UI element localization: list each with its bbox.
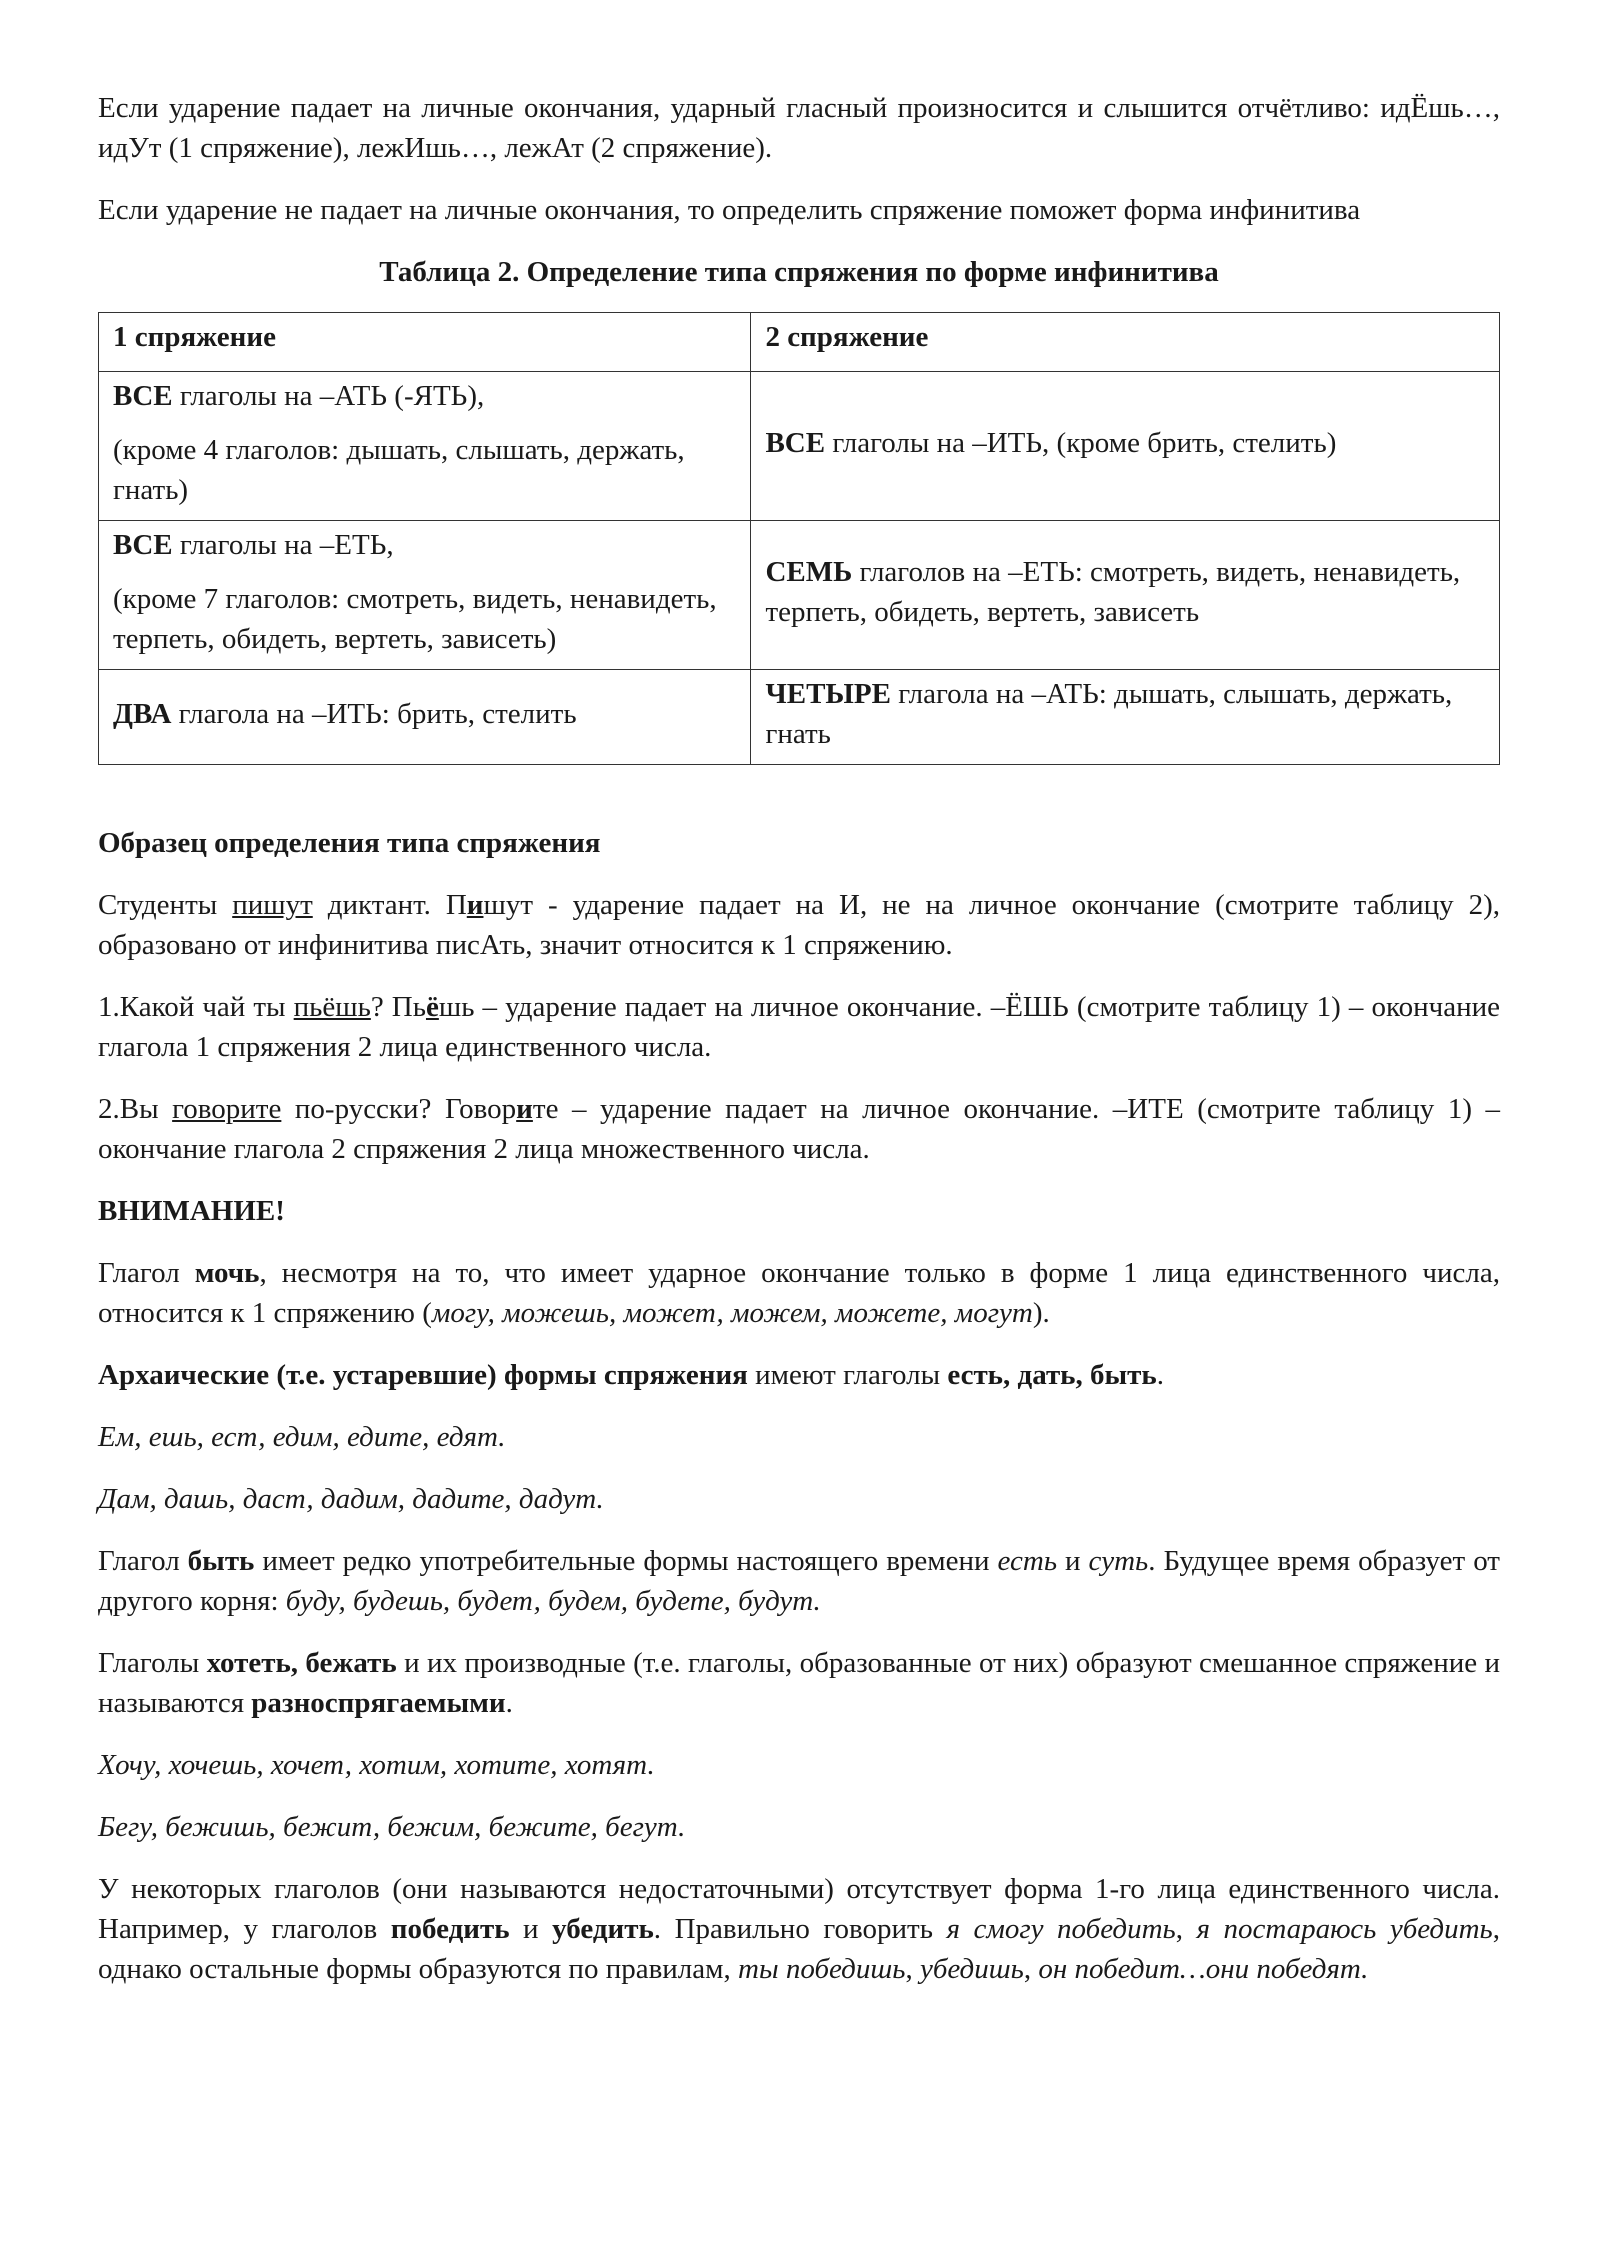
sample-heading: Образец определения типа спряжения bbox=[98, 827, 601, 859]
table-row bbox=[99, 670, 1500, 765]
moch-paragraph: Глагол мочь, несмотря на то, что имеет ударное окончание только в форме 1 лица единственного числа, относится к 1 спряжению (могу, можешь, может, можем, можете, могут). bbox=[98, 1257, 1500, 1329]
cell-keyword: ВСЕ bbox=[765, 427, 826, 459]
cell-text: глагола на –ИТЬ: брить, стелить bbox=[171, 698, 577, 730]
cell-text: глагола на –АТЬ: дышать, слышать, держать, гнать bbox=[765, 678, 1453, 750]
intro-paragraph-1: Если ударение падает на личные окончания, ударный гласный произносится и слышится отчётливо: идЁшь…, идУт (1 спряжение), лежИшь…, лежАт (2 спряжение). bbox=[98, 92, 1500, 164]
cell-rule bbox=[113, 694, 736, 734]
mixed-conjugation-paragraph: Глаголы хотеть, бежать и их производные (т.е. глаголы, образованные от них) образуют смешанное спряжение и называются разноспрягаемыми. bbox=[98, 1647, 1500, 1719]
cell-rule bbox=[113, 376, 736, 416]
table-cell bbox=[99, 372, 751, 521]
table-cell bbox=[99, 670, 751, 765]
bezhat-forms: Бегу, бежишь, бежит, бежим, бежите, бегут. bbox=[98, 1811, 686, 1843]
table-cell bbox=[751, 521, 1500, 670]
cell-keyword: ДВА bbox=[113, 698, 172, 730]
sample-paragraph-1: Студенты пишут диктант. Пишут - ударение падает на И, не на личное окончание (смотрите таблицу 2), образовано от инфинитива писАть, значит относится к 1 спряжению. bbox=[98, 889, 1500, 961]
cell-keyword: ВСЕ bbox=[113, 380, 173, 412]
cell-keyword: СЕМЬ bbox=[765, 556, 853, 588]
sample-paragraph-2: 1.Какой чай ты пьёшь? Пьёшь – ударение падает на личное окончание. –ЁШЬ (смотрите таблицу 1) – окончание глагола 1 спряжения 2 лица единственного числа. bbox=[98, 991, 1501, 1063]
sample-paragraph-3: 2.Вы говорите по-русски? Говорите – ударение падает на личное окончание. –ИТЕ (смотрите таблицу 1) – окончание глагола 2 спряжения 2 лица множественного числа. bbox=[98, 1093, 1501, 1165]
table-row bbox=[99, 521, 1500, 670]
defective-verbs-paragraph: У некоторых глаголов (они называются недостаточными) отсутствует форма 1-го лица единственного числа. Например, у глаголов победить и убедить. Правильно говорить я смогу победить, я постараюсь убедить, однако остальные формы образуются по правилам, ты победишь, убедишь, он победит…они победят. bbox=[98, 1873, 1500, 1985]
table-header-row bbox=[99, 313, 1500, 372]
conjugation-table bbox=[98, 312, 1500, 765]
cell-text: глаголы на –ИТЬ, (кроме брить, стелить) bbox=[825, 427, 1337, 459]
table-row bbox=[99, 372, 1500, 521]
est-forms: Ем, ешь, ест, едим, едите, едят. bbox=[98, 1421, 506, 1453]
cell-rule bbox=[765, 423, 1485, 463]
cell-text: глаголы на –АТЬ (-ЯТЬ), bbox=[172, 380, 485, 412]
table-caption: Таблица 2. Определение типа спряжения по форме инфинитива bbox=[379, 256, 1219, 288]
cell-text: глаголы на –ЕТЬ, bbox=[172, 529, 394, 561]
cell-keyword: ЧЕТЫРЕ bbox=[765, 678, 891, 710]
cell-exception: (кроме 7 глаголов: смотреть, видеть, ненавидеть, терпеть, обидеть, вертеть, зависеть) bbox=[113, 583, 717, 655]
intro-paragraph-2: Если ударение не падает на личные окончания, то определить спряжение поможет форма инфинитива bbox=[98, 194, 1361, 226]
header-second-conjugation: 2 спряжение bbox=[751, 313, 1500, 372]
cell-text: глаголов на –ЕТЬ: смотреть, видеть, ненавидеть, терпеть, обидеть, вертеть, зависеть bbox=[765, 556, 1461, 628]
dat-forms: Дам, дашь, даст, дадим, дадите, дадут. bbox=[98, 1483, 604, 1515]
byt-paragraph: Глагол быть имеет редко употребительные формы настоящего времени есть и суть. Будущее время образует от другого корня: буду, будешь, будет, будем, будете, будут. bbox=[98, 1545, 1500, 1617]
header-first-conjugation: 1 спряжение bbox=[99, 313, 751, 372]
table-cell bbox=[751, 372, 1500, 521]
cell-rule bbox=[765, 674, 1485, 754]
table-cell bbox=[751, 670, 1500, 765]
cell-rule bbox=[113, 525, 736, 565]
cell-rule bbox=[765, 552, 1485, 632]
archaic-paragraph: Архаические (т.е. устаревшие) формы спряжения имеют глаголы есть, дать, быть. bbox=[98, 1359, 1164, 1391]
table-cell bbox=[99, 521, 751, 670]
cell-keyword: ВСЕ bbox=[113, 529, 173, 561]
hotet-forms: Хочу, хочешь, хочет, хотим, хотите, хотят. bbox=[98, 1749, 655, 1781]
cell-exception: (кроме 4 глаголов: дышать, слышать, держать, гнать) bbox=[113, 434, 685, 506]
attention-heading: ВНИМАНИЕ! bbox=[98, 1195, 285, 1227]
